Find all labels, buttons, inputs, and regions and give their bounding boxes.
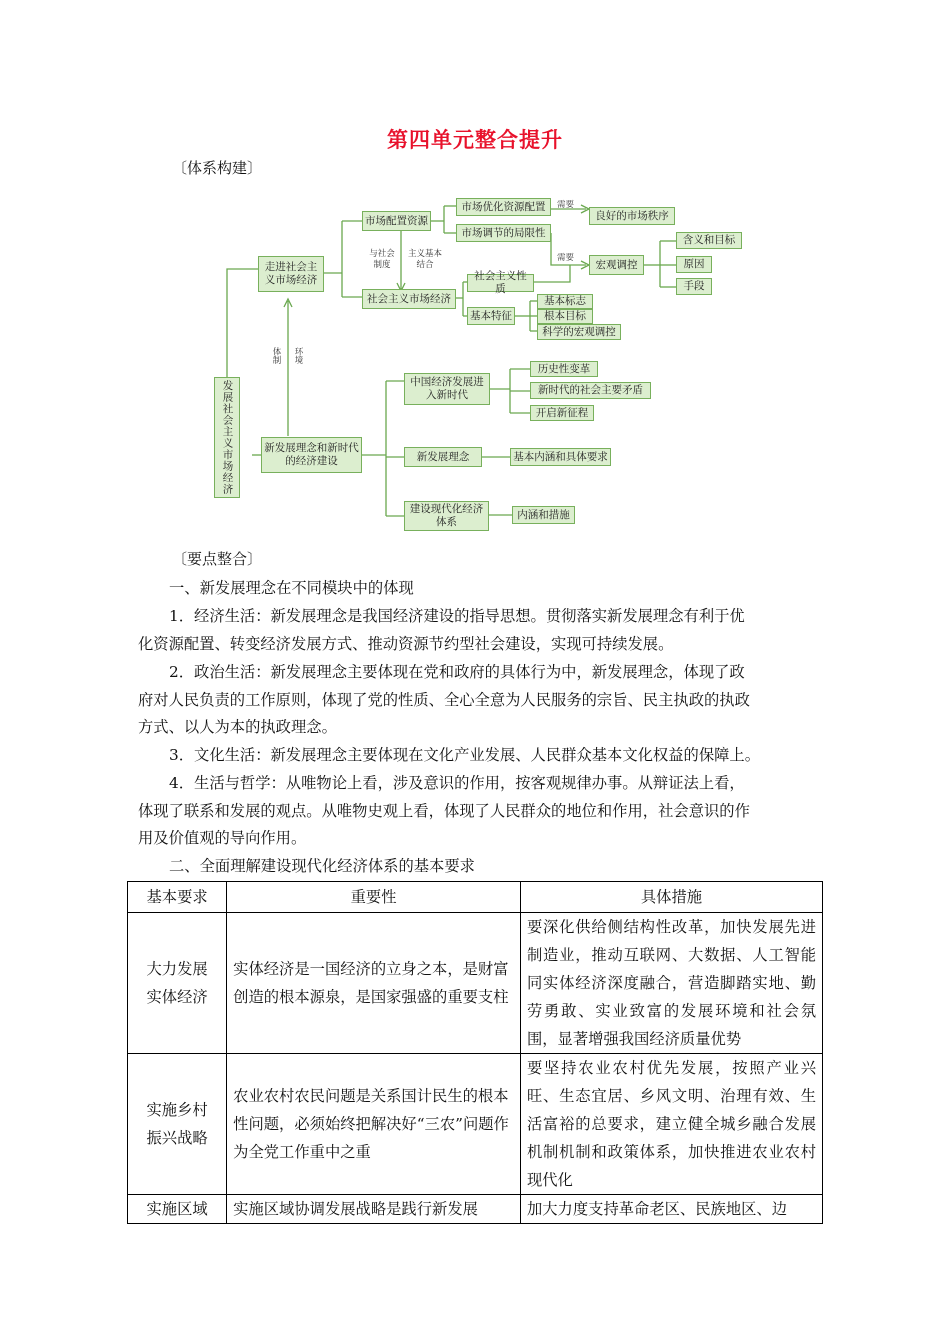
- node-new-concept-era: 新发展理念和新时代的经济建设: [261, 437, 362, 473]
- measures-text: 要深化供给侧结构性改革，加快发展先进制造业，推动互联网、大数据、人工智能同实体经济深度融合，营造脚踏实地、勤劳勇敢、实业致富的发展环境和社会氛围，显著增强我国经济质量优势: [526, 918, 816, 1048]
- page-title: 第四单元整合提升: [387, 128, 563, 152]
- node-market-limits: 市场调节的局限性: [456, 224, 551, 242]
- label-with-system: 与社会制度: [369, 249, 395, 270]
- part1-p3-line1: 3．文化生活：新发展理念主要体现在文化产业发展、人民群众基本文化权益的保障上。: [169, 746, 761, 764]
- label-environment: 环境: [293, 347, 303, 364]
- node-connotation-measures: 内涵和措施: [512, 506, 575, 524]
- node-modern-system: 建设现代化经济体系: [404, 501, 489, 531]
- label-need-1: 需要: [557, 200, 575, 210]
- node-scientific-macro: 科学的宏观调控: [537, 324, 621, 340]
- requirement-line: 实体经济: [146, 988, 208, 1006]
- header-measures: 具体措施: [520, 882, 822, 913]
- node-socialist-nature: 社会主义性质: [467, 274, 534, 292]
- node-socialist-market: 社会主义市场经济: [362, 289, 456, 309]
- node-main-contradiction: 新时代的社会主要矛盾: [530, 382, 651, 399]
- part1-p4-line1: 4．生活与哲学：从唯物论上看，涉及意识的作用，按客观规律办事。从辩证法上看，: [169, 774, 745, 792]
- part1-p4-line3: 用及价值观的导向作用。: [138, 829, 307, 847]
- node-market-economy: 走进社会主义市场经济: [258, 256, 324, 292]
- node-basic-features: 基本特征: [467, 307, 515, 325]
- requirements-table: [127, 881, 823, 1224]
- requirement-cell: [128, 913, 227, 1054]
- table-row: [128, 913, 823, 1054]
- node-market-allocation: 市场配置资源: [362, 211, 431, 231]
- node-root: 发展社会主义市场经济: [214, 377, 240, 498]
- part1-heading: 一、新发展理念在不同模块中的体现: [169, 579, 414, 597]
- requirement-cell: 实施区域: [128, 1195, 227, 1224]
- node-means: 手段: [676, 278, 712, 295]
- part2-heading: 二、全面理解建设现代化经济体系的基本要求: [169, 857, 475, 875]
- node-basic-sign: 基本标志: [537, 294, 593, 309]
- table-header-row: [128, 882, 823, 913]
- part1-p4-line2: 体现了联系和发展的观点。从唯物史观上看，体现了人民群众的地位和作用，社会意识的作: [138, 802, 750, 820]
- label-need-2: 需要: [557, 253, 575, 263]
- measures-cell: 加大力度支持革命老区、民族地区、边: [520, 1195, 822, 1224]
- importance-cell: 实体经济是一国经济的立身之本，是财富创造的根本源泉，是国家强盛的重要支柱: [227, 913, 521, 1054]
- measures-text: 要坚持农业农村优先发展，按照产业兴旺、生态宜居、乡风文明、治理有效、生活富裕的总要求，建立健全城乡融合发展机制机制和政策体系，加快推进农业农村现代化: [526, 1059, 816, 1189]
- requirement-cell: [128, 1054, 227, 1195]
- section-label-points: 〔要点整合〕: [172, 550, 263, 568]
- measures-cell: [520, 913, 822, 1054]
- header-requirement: 基本要求: [128, 882, 227, 913]
- table-row: [128, 1054, 823, 1195]
- part1-p1-line2: 化资源配置、转变经济发展方式、推动资源节约型社会建设，实现可持续发展。: [138, 635, 674, 653]
- requirement-line: 大力发展: [146, 960, 208, 978]
- section-label-system: 〔体系构建〕: [172, 159, 263, 177]
- label-main-combine: 主义基本结合: [407, 249, 442, 270]
- table-row: [128, 1195, 823, 1224]
- measures-cell: [520, 1054, 822, 1195]
- part1-p2-line1: 2．政治生活：新发展理念主要体现在党和政府的具体行为中，新发展理念，体现了政: [169, 663, 745, 681]
- importance-cell: 实施区域协调发展战略是践行新发展: [227, 1195, 521, 1224]
- node-new-concept: 新发展理念: [404, 447, 482, 467]
- node-china-new-era: 中国经济发展进入新时代: [404, 373, 490, 405]
- part1-p2-line2: 府对人民负责的工作原则，体现了党的性质、全心全意为人民服务的宗旨、民主执政的执政: [138, 691, 750, 709]
- node-meaning-goal: 含义和目标: [676, 232, 742, 249]
- node-macro-control: 宏观调控: [589, 255, 644, 275]
- node-basic-connotation: 基本内涵和具体要求: [510, 448, 611, 466]
- node-reason: 原因: [676, 256, 712, 273]
- part1-p2-line3: 方式、以人为本的执政理念。: [138, 718, 337, 736]
- node-market-optimize: 市场优化资源配置: [456, 198, 551, 216]
- requirement-line: 振兴战略: [146, 1129, 208, 1147]
- importance-cell: 农业农村农民问题是关系国计民生的根本性问题，必须始终把解决好“三农”问题作为全党工作重中之重: [227, 1054, 521, 1195]
- requirement-line: 实施乡村: [146, 1101, 208, 1119]
- node-new-journey: 开启新征程: [530, 405, 594, 421]
- node-good-order: 良好的市场秩序: [589, 207, 675, 225]
- concept-map: [200, 181, 785, 539]
- header-importance: 重要性: [227, 882, 521, 913]
- label-system: 体制: [271, 347, 281, 364]
- node-historic-change: 历史性变革: [530, 361, 598, 377]
- node-fundamental-goal: 根本目标: [537, 309, 593, 324]
- part1-p1-line1: 1．经济生活：新发展理念是我国经济建设的指导思想。贯彻落实新发展理念有利于优: [169, 607, 745, 625]
